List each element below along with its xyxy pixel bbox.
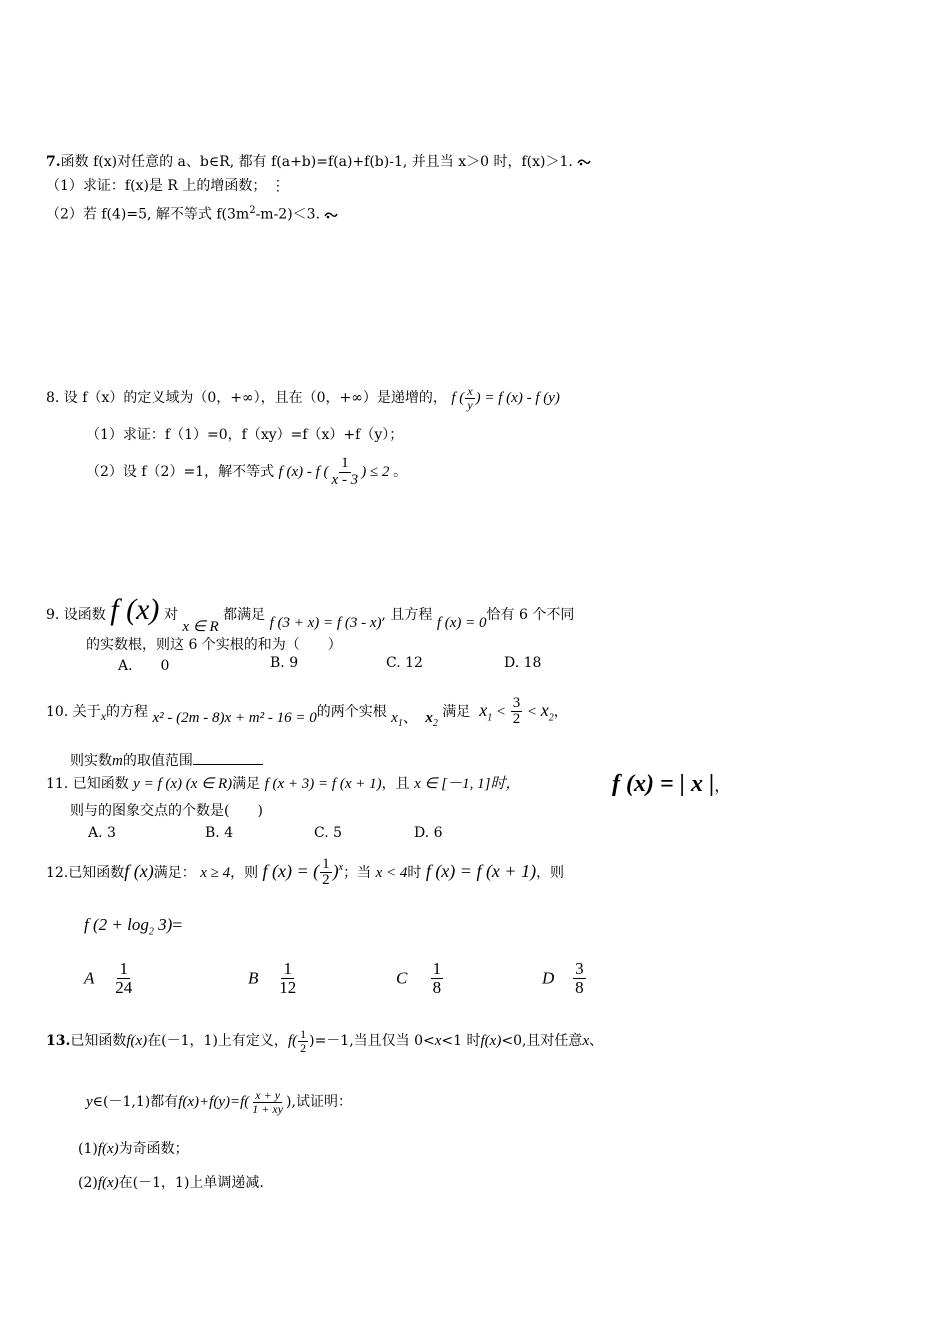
q12-text-e: 时 (407, 865, 422, 881)
q12-frac-num: 1 (322, 855, 330, 872)
q12-option-a-fraction (113, 960, 134, 997)
q13-line2-fraction (250, 1089, 285, 1115)
q12-fx: f (x) (124, 861, 154, 881)
q10-frac-den: 2 (512, 711, 521, 728)
q13-x1: x (434, 1033, 442, 1049)
arrow-icon (577, 157, 591, 167)
q12-eq (262, 855, 344, 889)
q12-ask-sub: 2 (148, 926, 154, 938)
q8-part1 (86, 425, 403, 445)
q10-lt2: < (527, 704, 537, 720)
q12-stem (46, 848, 564, 893)
q13-frac-den: 2 (300, 1040, 307, 1055)
q13-p2-a: (2) (78, 1175, 98, 1191)
q13-text-c: )=－1,当且仅当 0< (309, 1033, 435, 1049)
q13-text-f: 、 (589, 1033, 604, 1049)
q10-line2-m: m (112, 753, 123, 769)
q12-option-b-num: 1 (283, 959, 292, 978)
q12-ask-formula (84, 915, 173, 938)
q10-stem (46, 686, 568, 743)
q12-option-b (248, 960, 299, 997)
q10-answer-blank[interactable] (193, 750, 263, 765)
q11-dom: x ∈ [－1, 1]时， (414, 776, 521, 792)
q11-line2-text: 则与的图象交点的个数是( ) (70, 803, 263, 819)
q9-option-d: D. 18 (504, 655, 542, 671)
q12-option-a-den: 24 (115, 977, 133, 997)
q13-p1-f: f(x) (97, 1141, 119, 1157)
q9-option-a: A. 0 (118, 658, 170, 674)
q8-formula (451, 384, 560, 413)
q10-ineq-b-sub: 2 (548, 712, 554, 724)
q9-cond: x ∈ R (182, 619, 219, 635)
q8-formula-rest: ) = f (x) - f (y) (475, 390, 560, 406)
q12-option-b-label: B (248, 968, 259, 988)
q7-part2-text-b: -m-2)＜3. (255, 206, 321, 223)
q11-text-b: 满足 (232, 776, 261, 792)
q8-part2-rest: ) ≤ 2 (361, 464, 390, 480)
q10-line2-a: 则实数 (70, 753, 112, 769)
q11-eq: f (x + 3) = f (x + 1) (264, 776, 382, 792)
q13-f-open: f( (287, 1033, 298, 1049)
q10-text-d: 满足 (442, 704, 471, 720)
q13-text-b: 在(－1，1)上有定义， (147, 1033, 288, 1049)
q11-fn: y = f (x) (x ∈ R) (133, 776, 233, 792)
q12-option-d-num: 3 (575, 959, 584, 978)
q8-part2-end: 。 (393, 464, 408, 480)
q11-end: ， (714, 778, 731, 795)
q9-text-a: 9. 设函数 (46, 607, 106, 623)
q12-option-d-den: 8 (575, 977, 584, 997)
q12-option-a-num: 1 (119, 959, 128, 978)
q8-text: 8. 设 f（x）的定义域为（0，+∞），且在（0，+∞）是递增的， (46, 390, 447, 406)
q10-ineq-b: x (540, 700, 549, 720)
q12-option-d-fraction (573, 960, 586, 997)
arrow-icon (324, 210, 338, 220)
q13-line2-den: 1 + xy (252, 1101, 284, 1116)
q7-stem (46, 152, 591, 172)
q12-option-b-fraction (277, 960, 298, 997)
q12-option-d (542, 960, 587, 997)
q9-stem (46, 590, 574, 635)
q11-stem (46, 774, 520, 794)
q12-option-d-label: D (542, 968, 555, 988)
q12-eq-sup: x (338, 862, 344, 873)
q11-big-formula (612, 770, 730, 801)
q10-x1-sub: 1 (397, 718, 403, 729)
q7-part2-text-a: （2）若 f(4)=5, 解不等式 f(3m (46, 206, 250, 223)
q11-text-c: ，且 (381, 776, 410, 792)
q10-ineq (475, 694, 554, 728)
q8-fraction (465, 385, 474, 411)
q10-sep: 、 (402, 710, 418, 726)
q10-eq: x² - (2m - 8)x + m² - 16 = 0 (152, 710, 317, 726)
q10-ineq-a-sub: 1 (487, 712, 493, 724)
q13-stem (46, 1024, 603, 1058)
q13-p1-a: (1) (78, 1141, 98, 1157)
q9-option-b: B. 9 (270, 655, 299, 671)
q9-line2 (86, 635, 342, 655)
q13-text-d: <1 时 (441, 1033, 481, 1049)
q9-eq2: f (x) = 0 (436, 615, 487, 631)
q12-option-c-fraction (431, 960, 444, 997)
q10-fraction (511, 696, 523, 729)
q9-text-dui: 对 (163, 607, 178, 623)
q12-option-c (396, 960, 444, 997)
q13-line2 (86, 1082, 352, 1122)
q7-part2-sup: 2 (249, 205, 256, 216)
q13-fx: f(x) (126, 1033, 148, 1049)
q10-ineq-a: x (479, 700, 488, 720)
q12-text-c: ，则 (230, 865, 259, 881)
q13-p2-b: 在(－1，1)上单调递减. (118, 1175, 264, 1191)
q7-part1 (46, 176, 285, 196)
q12-eq2: f (x) = f (x + 1) (425, 861, 537, 881)
q8-formula-f: f ( (451, 390, 465, 406)
q10-end: ， (553, 704, 568, 720)
q13-number: 13. (46, 1033, 71, 1049)
q13-text-a: 已知函数 (70, 1033, 127, 1049)
q8-part2-text: （2）设 f（2）=1，解不等式 (86, 464, 275, 480)
q12-frac-den: 2 (322, 872, 330, 889)
q10-line2-b: 的取值范围 (122, 753, 193, 769)
q13-part1 (78, 1139, 189, 1159)
q12-cond: x ≥ 4 (200, 865, 231, 881)
q10-var: x (100, 709, 107, 723)
q11-big-text: f (x) = | x | (612, 771, 715, 797)
q11-option-c: C. 5 (314, 825, 343, 841)
q13-line2-a: ∈(－1,1)都有 (92, 1094, 179, 1110)
q8-part1-text: （1）求证：f（1）=0，f（xy）=f（x）+f（y）； (86, 427, 404, 443)
q11-option-a: A. 3 (88, 825, 116, 841)
q10-line2 (70, 750, 263, 771)
q8-part2-fraction (330, 456, 361, 489)
q13-line2-b: ),试证明： (286, 1094, 352, 1110)
q11-text-a: 11. 已知函数 (46, 776, 129, 792)
q12-option-a (84, 960, 135, 997)
q13-text-e: <0,且对任意 (501, 1033, 583, 1049)
q12-option-c-den: 8 (432, 977, 442, 997)
q12-cond2: x < 4 (375, 865, 408, 881)
q10-text-b: 的方程 (106, 704, 149, 720)
q12-eq-b: ) (332, 861, 339, 881)
q9-fx: f (x) (110, 593, 160, 626)
q8-part2-den: x - 3 (331, 472, 359, 489)
q13-y: y (86, 1094, 93, 1110)
q12-text-f: ，则 (536, 865, 565, 881)
q9-option-c: C. 12 (386, 655, 423, 671)
q12-ask-a: f (2 + log (84, 915, 149, 934)
q12-option-c-num: 1 (432, 959, 442, 978)
q9-text-c: , 且方程 (381, 607, 433, 623)
q7-number: 7. (46, 154, 61, 170)
q9-text-d: 恰有 6 个不同 (486, 607, 575, 623)
q7-part2 (46, 201, 338, 225)
q12-ask-eq: = (172, 915, 183, 935)
q10-x1: x (391, 710, 398, 726)
q9-text-b: 都满足 (223, 607, 266, 623)
q12-eq-a: f (x) = ( (262, 861, 320, 881)
q10-lt1: < (496, 704, 506, 720)
q12-ask-b: 3) (158, 915, 173, 934)
q12-option-b-den: 12 (279, 977, 297, 997)
q7-part1-text: （1）求证：f(x)是 R 上的增函数； (46, 178, 267, 194)
q11-option-b: B. 4 (205, 825, 234, 841)
q7-text: 函数 f(x)对任意的 a、b∈R, 都有 f(a+b)=f(a)+f(b)-1, 并且当 x＞0 时，f(x)＞1. (60, 154, 573, 170)
q12-text-d: ；当 (343, 865, 372, 881)
q12-option-c-label: C (396, 968, 408, 988)
q10-text-a: 10. 关于 (46, 704, 101, 720)
q8-part2 (86, 452, 407, 492)
q12-text-b: 满足： (153, 865, 196, 881)
q10-roots (391, 710, 438, 729)
q13-fraction (298, 1028, 308, 1054)
q8-part2-num: 1 (341, 455, 349, 472)
q13-line2-num: x + y (255, 1087, 281, 1102)
q13-p1-b: 为奇函数； (118, 1141, 189, 1157)
q12-fraction (320, 857, 332, 890)
q11-line2 (70, 801, 263, 821)
q8-stem (46, 378, 560, 418)
q9-eq1: f (3 + x) = f (3 - x) (269, 615, 382, 631)
q8-frac-den: y (467, 398, 473, 413)
q13-p2-f: f(x) (97, 1175, 119, 1191)
q13-fx2: f(x) (480, 1033, 502, 1049)
q8-part2-formula (278, 455, 394, 489)
q10-x2: x (425, 710, 433, 726)
q12-ask (84, 910, 182, 947)
q9-line2-text: 的实数根，则这 6 个实根的和为（ ） (86, 637, 342, 653)
q8-frac-num: x (467, 384, 473, 399)
q13-frac-num: 1 (300, 1026, 307, 1041)
q8-part2-f: f (x) - f ( (278, 464, 329, 480)
q13-line2-eq: f(x)+f(y)=f( (178, 1094, 250, 1110)
q12-option-a-label: A (84, 968, 95, 988)
q12-text-a: 12.已知函数 (46, 865, 125, 881)
q13-xv: x (582, 1033, 590, 1049)
q13-part2 (78, 1173, 264, 1193)
q10-frac-num: 3 (512, 694, 521, 711)
q10-x2-sub: 2 (432, 718, 438, 729)
q11-option-d: D. 6 (414, 825, 443, 841)
q10-text-c: 的两个实根 (316, 704, 387, 720)
q7-part1-mark: ⋮ (270, 178, 285, 194)
